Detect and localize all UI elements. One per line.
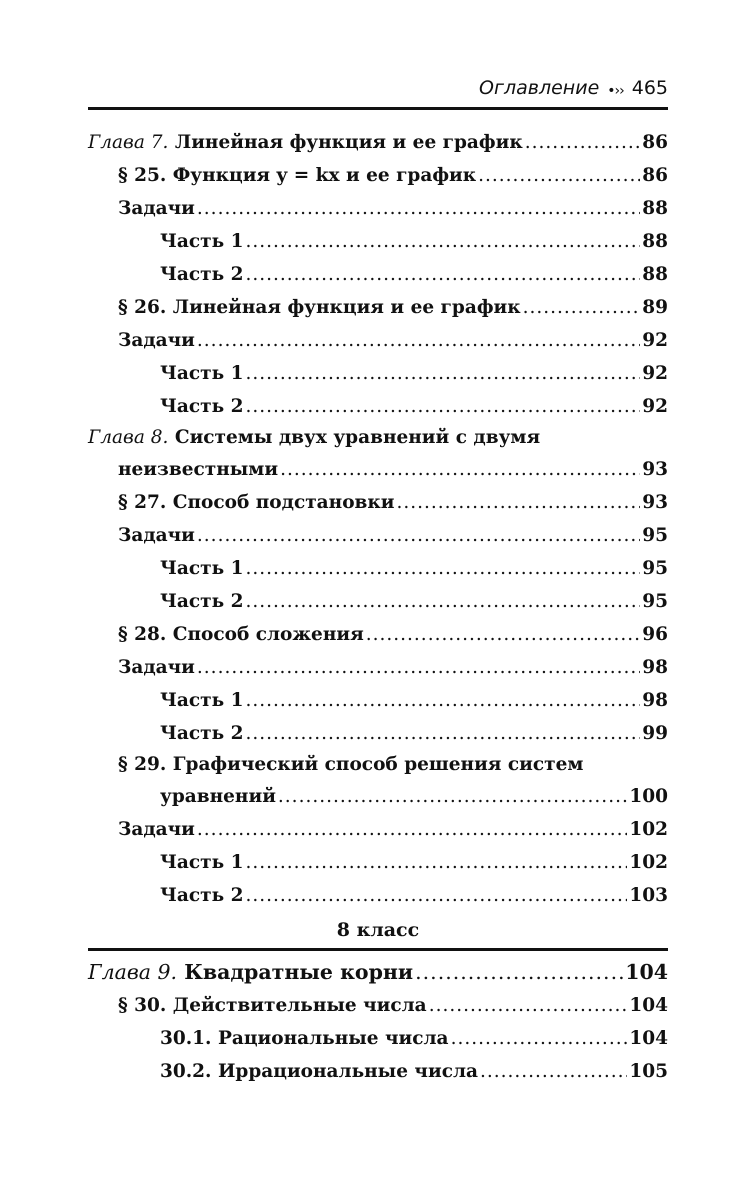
- toc-entry-page: 104: [629, 1028, 668, 1049]
- toc-entry-title: Часть 1: [160, 852, 244, 873]
- toc-entry-page: 105: [629, 1061, 668, 1082]
- toc-entry-title: Часть 2: [160, 396, 244, 417]
- toc-entry-title: Часть 1: [160, 231, 244, 252]
- toc-section-30[interactable]: [88, 989, 668, 1022]
- toc-entry-page: 98: [642, 657, 668, 678]
- toc-entry-page: 88: [642, 198, 668, 219]
- toc-part[interactable]: [88, 585, 668, 618]
- toc-entry-page: 103: [629, 885, 668, 906]
- toc-entry-title: § 25. Функция y = kx и ее график: [118, 165, 477, 186]
- toc-part[interactable]: [88, 390, 668, 423]
- toc-entry-title: Часть 2: [160, 591, 244, 612]
- toc-tasks[interactable]: [88, 813, 668, 846]
- toc-entry-title: Задачи: [118, 330, 195, 351]
- toc-section-29-line1[interactable]: [88, 750, 668, 780]
- toc-entry-page: 86: [642, 165, 668, 186]
- toc-entry-page: 95: [642, 525, 668, 546]
- toc-entry-page: 100: [629, 786, 668, 807]
- toc-subsection[interactable]: [88, 1022, 668, 1055]
- toc-entry-page: 104: [629, 995, 668, 1016]
- toc-tasks[interactable]: [88, 519, 668, 552]
- chapter-prefix: Глава 8.: [88, 427, 169, 448]
- chapter-prefix: Глава 7.: [88, 132, 169, 153]
- chapter-prefix: Глава 9.: [88, 960, 178, 984]
- toc-section-29-line2[interactable]: [88, 780, 668, 813]
- toc-tasks[interactable]: [88, 192, 668, 225]
- toc-entry-page: 99: [642, 723, 668, 744]
- toc-part[interactable]: [88, 258, 668, 291]
- toc-entry-title: § 26. Линейная функция и ее график: [118, 297, 521, 318]
- toc-tasks[interactable]: [88, 651, 668, 684]
- toc-part[interactable]: [88, 879, 668, 912]
- toc-entry-title: Задачи: [118, 198, 195, 219]
- toc-entry-title: Квадратные корни: [184, 960, 414, 984]
- toc-part[interactable]: [88, 357, 668, 390]
- toc-tasks[interactable]: [88, 324, 668, 357]
- header-page-number: 465: [631, 77, 668, 99]
- toc-section-28[interactable]: [88, 618, 668, 651]
- toc-part[interactable]: [88, 225, 668, 258]
- toc-entry-title: § 27. Способ подстановки: [118, 492, 395, 513]
- grade-section-heading: 8 класс: [88, 912, 668, 951]
- toc-entry-page: 88: [642, 264, 668, 285]
- toc-entry-title: Линейная функция и ее график: [174, 132, 523, 153]
- toc-chapter-9[interactable]: [88, 955, 668, 989]
- toc-entry-title: неизвестными: [118, 459, 279, 480]
- toc-entry-title: § 29. Графический способ решения систем: [118, 754, 584, 775]
- toc-chapter-7[interactable]: [88, 126, 668, 159]
- toc-entry-title: 30.2. Иррациональные числа: [160, 1061, 478, 1082]
- toc-entry-title: Часть 2: [160, 264, 244, 285]
- toc-entry-title: Часть 2: [160, 723, 244, 744]
- toc-entry-title: Часть 1: [160, 558, 244, 579]
- toc-entry-page: 104: [625, 960, 668, 984]
- toc-entry-page: 88: [642, 231, 668, 252]
- toc-entry-page: 92: [642, 396, 668, 417]
- toc-entry-page: 92: [642, 363, 668, 384]
- toc-entry-title: § 30. Действительные числа: [118, 995, 427, 1016]
- toc-entry-title: Системы двух уравнений с двумя: [174, 427, 541, 448]
- toc-part[interactable]: [88, 717, 668, 750]
- toc-part[interactable]: [88, 552, 668, 585]
- table-of-contents: [88, 126, 668, 1088]
- toc-entry-page: 89: [642, 297, 668, 318]
- toc-entry-title: Часть 1: [160, 363, 244, 384]
- toc-entry-page: 102: [629, 819, 668, 840]
- toc-entry-title: уравнений: [160, 786, 276, 807]
- header-title: Оглавление: [479, 77, 600, 99]
- toc-entry-page: 102: [629, 852, 668, 873]
- toc-entry-page: 92: [642, 330, 668, 351]
- toc-entry-title: Задачи: [118, 657, 195, 678]
- toc-entry-page: 86: [642, 132, 668, 153]
- toc-entry-page: 98: [642, 690, 668, 711]
- toc-entry-page: 93: [642, 492, 668, 513]
- toc-chapter-8-line1[interactable]: [88, 423, 668, 453]
- toc-section-26[interactable]: [88, 291, 668, 324]
- header-ornament: •››: [607, 83, 624, 99]
- toc-part[interactable]: [88, 846, 668, 879]
- running-header: [88, 70, 668, 110]
- toc-section-27[interactable]: [88, 486, 668, 519]
- toc-entry-title: Задачи: [118, 819, 195, 840]
- toc-section-25[interactable]: [88, 159, 668, 192]
- toc-entry-title: 30.1. Рациональные числа: [160, 1028, 449, 1049]
- toc-entry-title: Часть 1: [160, 690, 244, 711]
- toc-subsection[interactable]: [88, 1055, 668, 1088]
- toc-entry-title: Часть 2: [160, 885, 244, 906]
- toc-entry-page: 93: [642, 459, 668, 480]
- toc-entry-page: 95: [642, 591, 668, 612]
- toc-part[interactable]: [88, 684, 668, 717]
- toc-entry-page: 95: [642, 558, 668, 579]
- toc-chapter-8-line2[interactable]: [88, 453, 668, 486]
- toc-entry-title: § 28. Способ сложения: [118, 624, 364, 645]
- toc-entry-title: Задачи: [118, 525, 195, 546]
- toc-entry-page: 96: [642, 624, 668, 645]
